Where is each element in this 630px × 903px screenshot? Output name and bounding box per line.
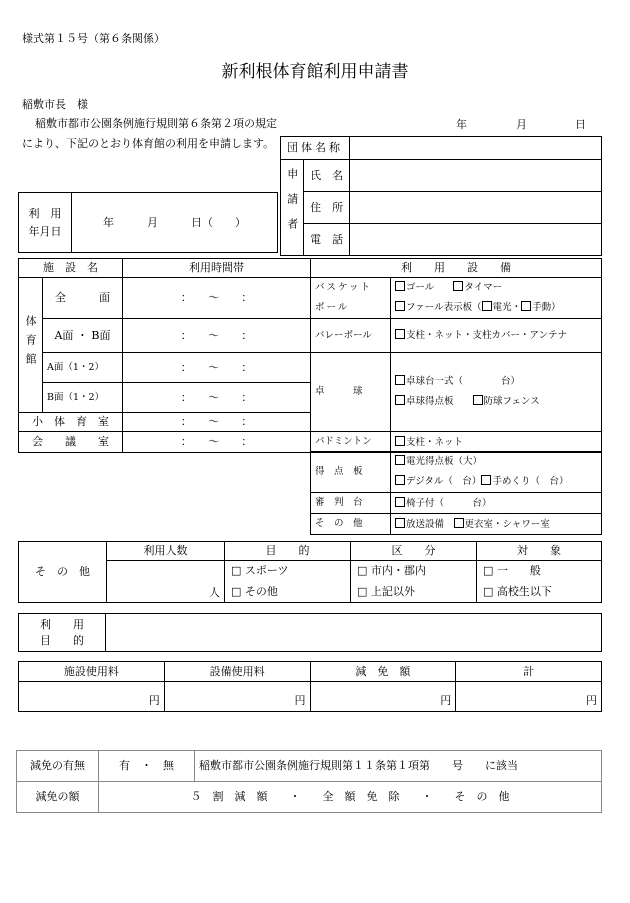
applicant-table bbox=[280, 136, 602, 256]
org-field[interactable] bbox=[350, 137, 602, 160]
facility-table bbox=[18, 258, 602, 453]
fee-table bbox=[18, 661, 602, 712]
purpose-option[interactable]: □ スポーツ bbox=[225, 561, 351, 581]
checkbox[interactable] bbox=[453, 281, 463, 291]
intro-text: 稲敷市都市公園条例施行規則第６条第２項の規定により、下記のとおり体育館の利用を申請します。 bbox=[22, 117, 277, 150]
equip-label: バドミントン bbox=[311, 432, 391, 453]
col-target: 対 象 bbox=[477, 542, 602, 561]
usage-date-label: 利 用 年月日 bbox=[19, 193, 72, 253]
checkbox[interactable] bbox=[395, 301, 405, 311]
time-slot[interactable]: ： ～ ： bbox=[123, 278, 311, 319]
other-table bbox=[18, 541, 602, 603]
addressee: 稲敷市長 様 bbox=[22, 98, 88, 111]
checkbox[interactable] bbox=[395, 455, 405, 465]
equip-label: バスケット ボール bbox=[311, 278, 391, 319]
fee-field[interactable]: 円 bbox=[164, 682, 310, 712]
page-title: 新利根体育館利用申請書 bbox=[221, 62, 409, 82]
equipment-extra-table bbox=[310, 451, 602, 535]
name-field[interactable] bbox=[350, 160, 602, 192]
checkbox[interactable] bbox=[395, 395, 405, 405]
form-number: 様式第１５号（第６条関係） bbox=[22, 32, 165, 45]
checkbox[interactable] bbox=[482, 301, 492, 311]
date-month[interactable]: 月 bbox=[516, 118, 527, 131]
fee-field[interactable]: 円 bbox=[19, 682, 165, 712]
facility-row: 小 体 育 室 bbox=[19, 413, 123, 432]
col-time: 利用時間帯 bbox=[123, 259, 311, 278]
exemption-rule: 稲敷市都市公園条例施行規則第１１条第１項第 号 に該当 bbox=[195, 751, 602, 782]
equip-label: 卓 球 bbox=[311, 353, 391, 432]
time-slot[interactable]: ： ～ ： bbox=[123, 413, 311, 432]
applicant-side-label: 申請者 bbox=[281, 160, 304, 256]
equip-items: 放送設備 更衣室・シャワー室 bbox=[391, 514, 602, 535]
time-slot[interactable]: ： ～ ： bbox=[123, 383, 311, 413]
exemption-amount-options[interactable]: ５ 割 減 額 ・ 全 額 免 除 ・ そ の 他 bbox=[99, 782, 602, 813]
equip-items: 支柱・ネット bbox=[391, 432, 602, 453]
checkbox[interactable] bbox=[395, 436, 405, 446]
fee-field[interactable]: 円 bbox=[456, 682, 602, 712]
address-field[interactable] bbox=[350, 192, 602, 224]
equip-items: ゴール タイマー ファール表示板（ 電光・ 手動） bbox=[391, 278, 602, 319]
equip-items: 椅子付（ 台） bbox=[391, 493, 602, 514]
usage-date-table bbox=[18, 192, 278, 253]
purpose-table bbox=[18, 613, 602, 652]
checkbox[interactable] bbox=[454, 518, 464, 528]
gym-label: 体育館 bbox=[19, 278, 43, 413]
equip-items: 卓球台一式（ 台） 卓球得点板 防球フェンス bbox=[391, 353, 602, 432]
col-facility: 施 設 名 bbox=[19, 259, 123, 278]
equip-label: そ の 他 bbox=[311, 514, 391, 535]
equip-label: 審 判 台 bbox=[311, 493, 391, 514]
division-option[interactable]: □ 上記以外 bbox=[351, 581, 477, 603]
people-field[interactable]: 人 bbox=[107, 561, 225, 603]
org-label: 団体名称 bbox=[281, 137, 350, 160]
checkbox[interactable] bbox=[521, 301, 531, 311]
col-division: 区 分 bbox=[351, 542, 477, 561]
checkbox[interactable] bbox=[481, 475, 491, 485]
checkbox[interactable] bbox=[395, 375, 405, 385]
facility-row: 会 議 室 bbox=[19, 432, 123, 453]
equip-label: 得 点 板 bbox=[311, 452, 391, 493]
fee-field[interactable]: 円 bbox=[310, 682, 456, 712]
phone-label: 電 話 bbox=[304, 224, 350, 256]
phone-field[interactable] bbox=[350, 224, 602, 256]
facility-row: A面（1・2） bbox=[43, 353, 123, 383]
time-slot[interactable]: ： ～ ： bbox=[123, 353, 311, 383]
checkbox[interactable] bbox=[395, 475, 405, 485]
exemption-has-value[interactable]: 有 ・ 無 bbox=[99, 751, 195, 782]
division-option[interactable]: □ 市内・郡内 bbox=[351, 561, 477, 581]
purpose-label: 利 用 目 的 bbox=[19, 614, 106, 652]
checkbox[interactable] bbox=[395, 518, 405, 528]
fee-header: 施設使用料 bbox=[19, 662, 165, 682]
usage-date-field[interactable]: 年 月 日（ ） bbox=[72, 193, 278, 253]
exemption-amount-label: 減免の額 bbox=[17, 782, 99, 813]
date-day[interactable]: 日 bbox=[575, 118, 586, 131]
checkbox[interactable] bbox=[473, 395, 483, 405]
fee-header: 設備使用料 bbox=[164, 662, 310, 682]
target-option[interactable]: □ 一 般 bbox=[477, 561, 602, 581]
facility-row: 全 面 bbox=[43, 278, 123, 319]
date-year[interactable]: 年 bbox=[456, 118, 467, 131]
exemption-table bbox=[16, 750, 602, 813]
checkbox[interactable] bbox=[395, 329, 405, 339]
checkbox[interactable] bbox=[395, 497, 405, 507]
equip-items: 電光得点板（大） デジタル（ 台） 手めくり（ 台） bbox=[391, 452, 602, 493]
col-equipment: 利 用 設 備 bbox=[311, 259, 602, 278]
facility-row: A面 ・ B面 bbox=[43, 319, 123, 353]
fee-header: 計 bbox=[456, 662, 602, 682]
col-purpose: 目 的 bbox=[225, 542, 351, 561]
address-label: 住 所 bbox=[304, 192, 350, 224]
equip-label: バレーボール bbox=[311, 319, 391, 353]
checkbox[interactable] bbox=[395, 281, 405, 291]
name-label: 氏 名 bbox=[304, 160, 350, 192]
purpose-option[interactable]: □ その他 bbox=[225, 581, 351, 603]
facility-row: B面（1・2） bbox=[43, 383, 123, 413]
col-people: 利用人数 bbox=[107, 542, 225, 561]
other-label: そ の 他 bbox=[19, 542, 107, 603]
target-option[interactable]: □ 高校生以下 bbox=[477, 581, 602, 603]
exemption-has-label: 減免の有無 bbox=[17, 751, 99, 782]
equip-items: 支柱・ネット・支柱カバー・アンテナ bbox=[391, 319, 602, 353]
time-slot[interactable]: ： ～ ： bbox=[123, 319, 311, 353]
time-slot[interactable]: ： ～ ： bbox=[123, 432, 311, 453]
purpose-field[interactable] bbox=[106, 614, 602, 652]
fee-header: 減 免 額 bbox=[310, 662, 456, 682]
